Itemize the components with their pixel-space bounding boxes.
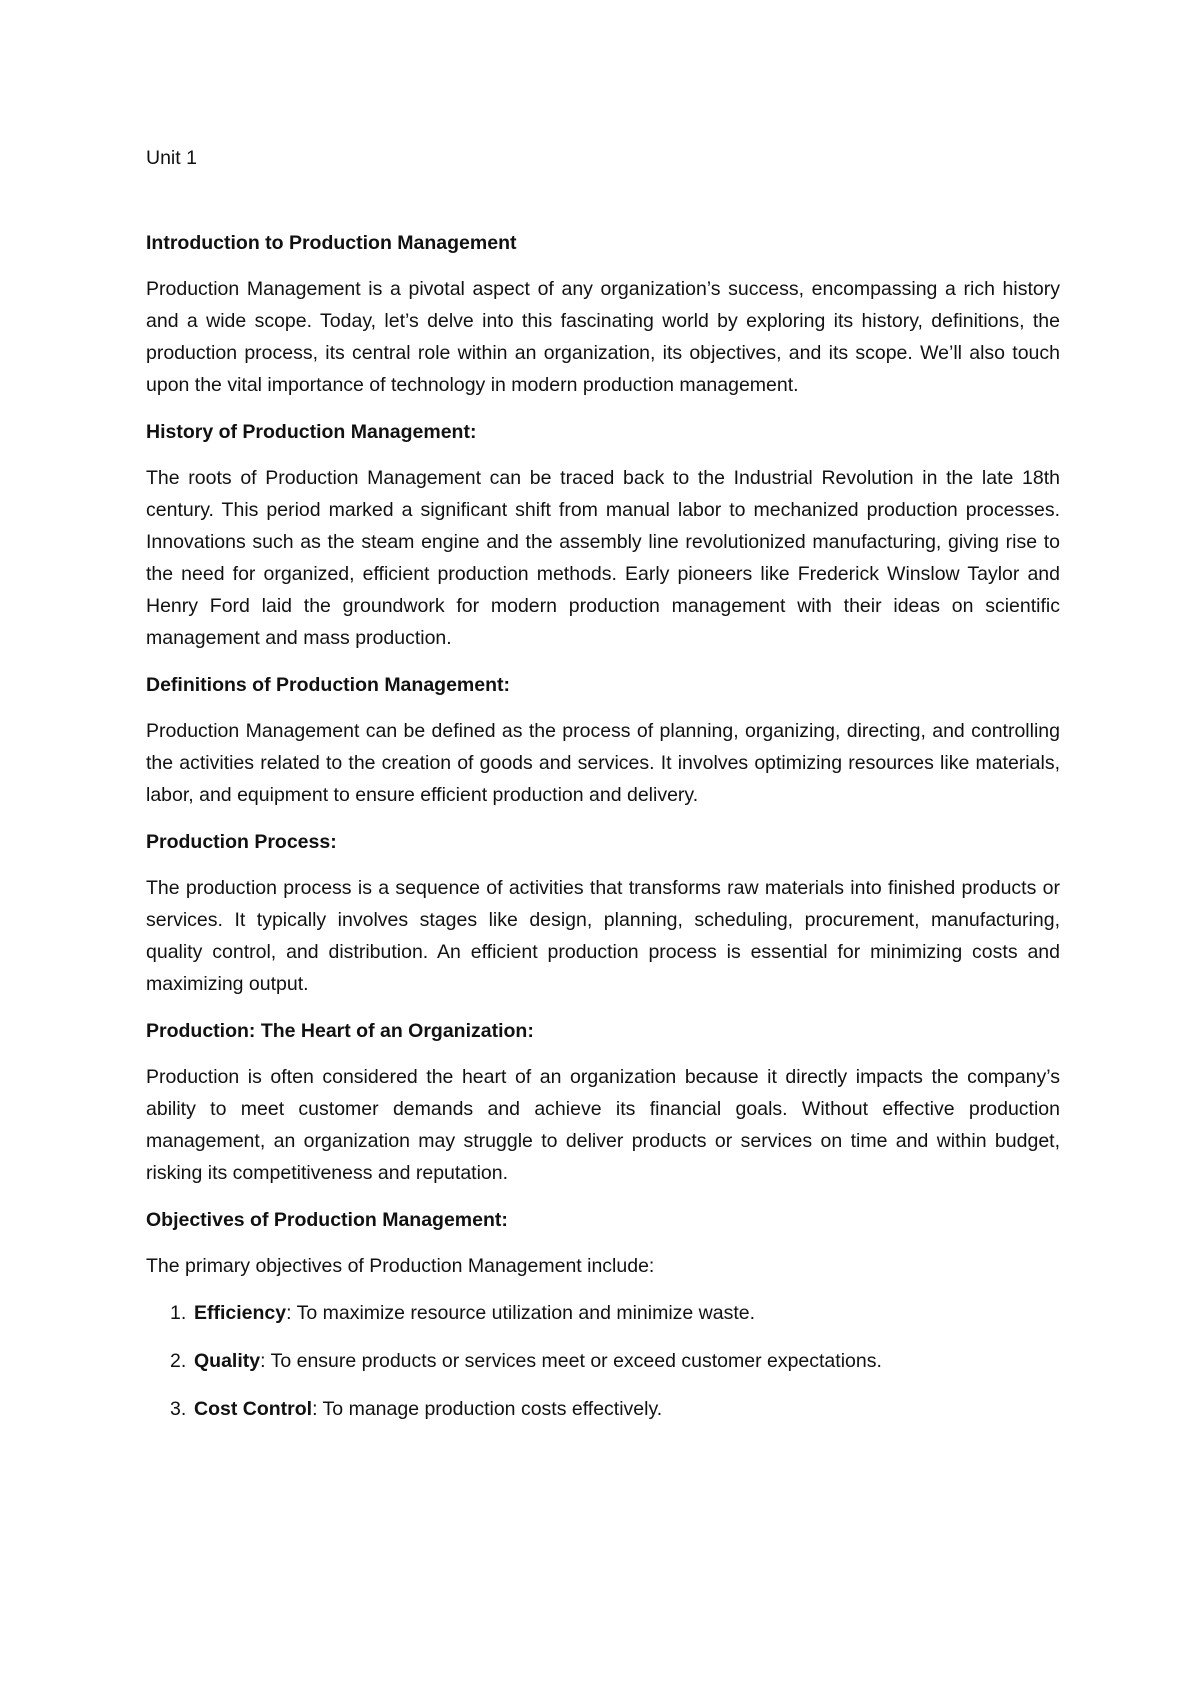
definitions-heading: Definitions of Production Management: [146,674,510,696]
list-text: : To maximize resource utilization and minimize waste. [286,1302,756,1324]
list-term: Quality [194,1350,261,1372]
list-text: : To ensure products or services meet or exceed customer expectations. [260,1350,882,1372]
process-paragraph: The production process is a sequence of activities that transforms raw materials into finished products or services. It typically involves stages like design, planning, scheduling, procurement, manufacturing, quality control, and distribution. An efficient production process is essential for minimizing costs and maximizing output. [146,877,1060,995]
definitions-paragraph: Production Management can be defined as the process of planning, organizing, directing, and controlling the activities related to the creation of goods and services. It involves optimizing resources like materials, labor, and equipment to ensure efficient production and delivery. [146,720,1060,806]
list-item [146,1345,1060,1377]
heart-paragraph: Production is often considered the heart of an organization because it directly impacts the company’s ability to meet customer demands and achieve its financial goals. Without effective production management, an organization may struggle to deliver products or services on time and within budget, risking its competitiveness and reputation. [146,1066,1060,1184]
list-text: : To manage production costs effectively. [312,1398,663,1420]
intro-paragraph: Production Management is a pivotal aspect of any organization’s success, encompassing a rich history and a wide scope. Today, let’s delve into this fascinating world by exploring its history, definitions, the production process, its central role within an organization, its objectives, and its scope. We’ll also touch upon the vital importance of technology in modern production management. [146,278,1060,396]
objectives-heading: Objectives of Production Management: [146,1209,508,1231]
document-title: Introduction to Production Management [146,232,517,254]
unit-label: Unit 1 [146,147,197,169]
history-heading: History of Production Management: [146,421,477,443]
list-term: Cost Control [194,1398,313,1420]
history-paragraph: The roots of Production Management can be traced back to the Industrial Revolution in the late 18th century. This period marked a significant shift from manual labor to mechanized production processes. Innovations such as the steam engine and the assembly line revolutionized manufacturing, giving rise to the need for organized, efficient production methods. Early pioneers like Frederick Winslow Taylor and Henry Ford laid the groundwork for modern production management with their ideas on scientific management and mass production. [146,467,1060,649]
document-page [146,142,1060,1441]
objectives-list [146,1297,1060,1425]
heart-heading: Production: The Heart of an Organization: [146,1020,534,1042]
list-item [146,1297,1060,1329]
list-number: 3. [170,1398,187,1420]
list-number: 2. [170,1350,187,1372]
list-term: Efficiency [194,1302,287,1324]
objectives-intro: The primary objectives of Production Management include: [146,1255,655,1277]
list-number: 1. [170,1302,187,1324]
list-item [146,1393,1060,1425]
process-heading: Production Process: [146,831,337,853]
